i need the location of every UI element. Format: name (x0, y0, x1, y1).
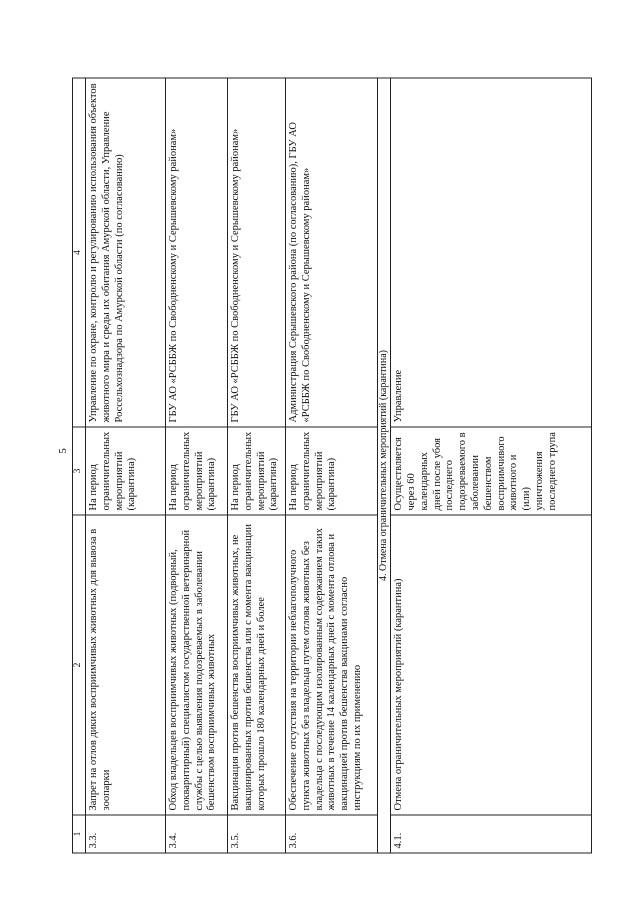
row-number: 3.6. (286, 815, 378, 853)
measure-cell: Обход владельцев восприимчивых животных (подворный, покварнтирный) специалистом государственной ветеринарной службы с целью выявления подозреваемых в заболевании бешенством восприимчивых животных (166, 515, 228, 815)
table-row (286, 78, 378, 853)
measure-cell: Обеспечение отсутствия на территории неблагополучного пункта животных без владельца путем отлова животных без владельца с последующим изолированным содержанием таких животных в течение 14 календарных дней с момента отлова и вакцинацией против бешенства вакцинами согласно инструкциям по их применению (286, 515, 378, 815)
row-number: 3.4. (166, 815, 228, 853)
responsible-cell: Администрация Серышевского района (по согласованию), ГБУ АО «РСББЖ по Свободненскому и Серышевскому районам» (286, 78, 378, 427)
section-title: 4. Отмена ограничительных мероприятий (карантина) (378, 78, 391, 853)
header-col-1: 1 (73, 815, 86, 853)
responsible-cell: Управление по охране, контролю и регулированию использования объектов животного мира и среды их обитания Амурской области, Управление Россельхознадзора по Амурской области (по согласованию) (86, 78, 166, 427)
measure-cell: Вакцинация против бешенства восприимчивых животных, не вакцинированных против бешенства или с момента вакцинации которых прошло 180 календарных дней и более (228, 515, 286, 815)
rotated-table-frame (72, 79, 592, 854)
responsible-cell: ГБУ АО «РСББЖ по Свободненскому и Серышевскому районам» (166, 78, 228, 427)
period-cell: На период ограничительных мероприятий (карантина) (228, 427, 286, 515)
responsible-cell: Управление (391, 78, 592, 427)
section-row (378, 78, 391, 853)
header-col-4: 4 (73, 78, 86, 427)
period-cell: На период ограничительных мероприятий (карантина) (86, 427, 166, 515)
table-row (166, 78, 228, 853)
measure-cell: Запрет на отлов диких восприимчивых животных для вывоза в зоопарки (86, 515, 166, 815)
responsible-cell: ГБУ АО «РСББЖ по Свободненскому и Серышевскому районам» (228, 78, 286, 427)
header-row (73, 78, 86, 853)
period-cell: Осуществляется через 60 календарных дней после убоя последнего подозреваемого в заболевании бешенством восприимчивого животного и (или) уничтожения последнего трупа (391, 427, 592, 515)
row-number: 3.5. (228, 815, 286, 853)
period-cell: На период ограничительных мероприятий (карантина) (286, 427, 378, 515)
page-number: 5 (56, 448, 69, 454)
header-col-3: 3 (73, 427, 86, 515)
period-cell: На период ограничительных мероприятий (карантина) (166, 427, 228, 515)
measure-cell: Отмена ограничительных мероприятий (карантина) (391, 515, 592, 815)
measures-table (72, 78, 592, 854)
table-row (391, 78, 592, 853)
row-number: 4.1. (391, 815, 592, 853)
table-row (228, 78, 286, 853)
table-row (86, 78, 166, 853)
row-number: 3.3. (86, 815, 166, 853)
header-col-2: 2 (73, 515, 86, 815)
